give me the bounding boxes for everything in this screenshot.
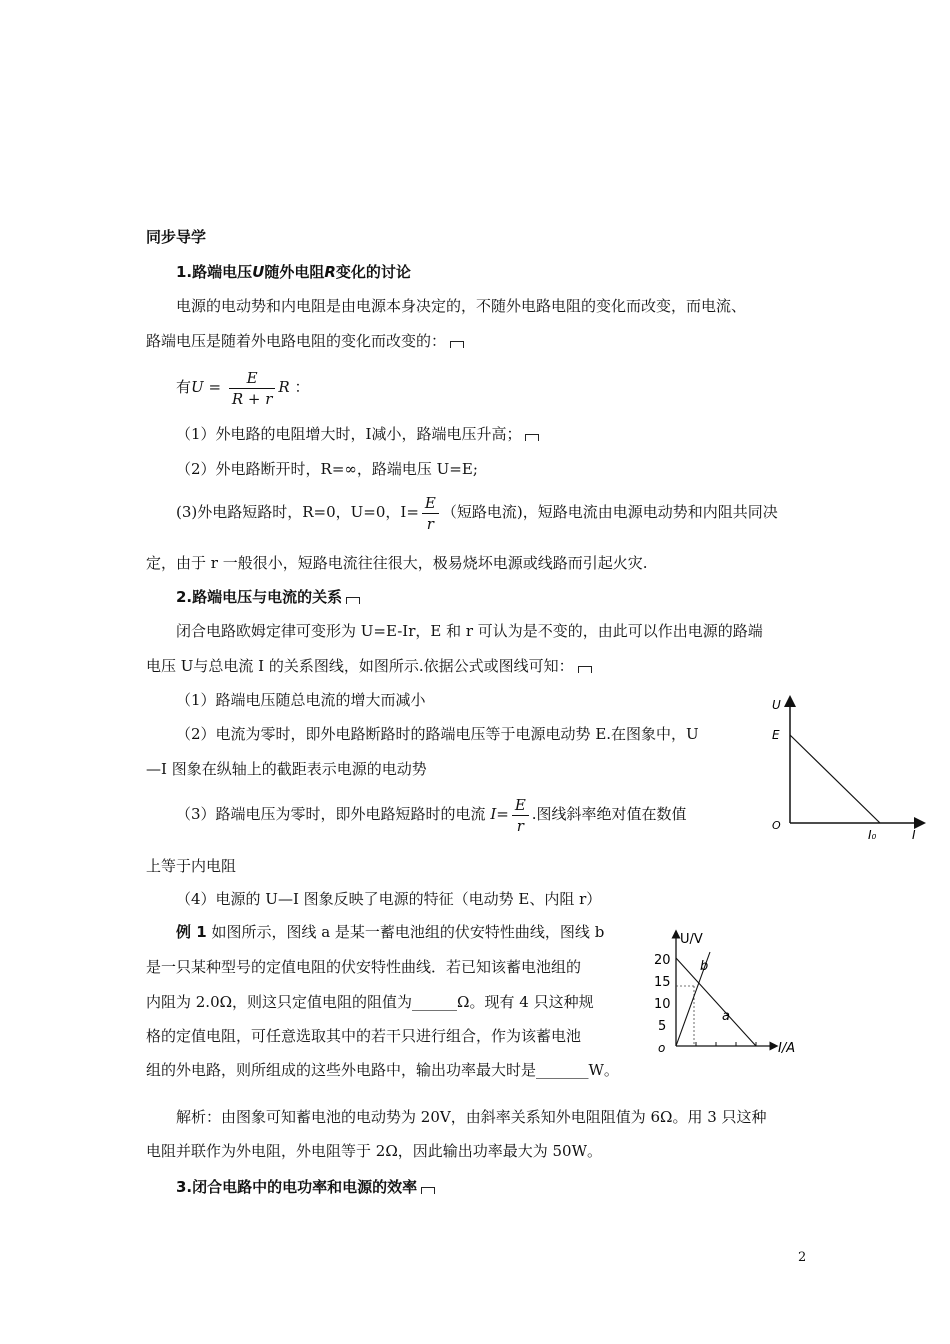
example-line: 组的外电路，则所组成的这些外电路中，输出功率最大时是_______W。 bbox=[146, 1061, 619, 1079]
edit-mark-icon bbox=[525, 434, 539, 441]
tick-label: 5 bbox=[658, 1019, 667, 1034]
edit-mark-icon bbox=[578, 666, 592, 673]
solution-line: 电阻并联作为外电阻，外电阻等于 2Ω，因此输出功率最大为 50W。 bbox=[146, 1142, 603, 1160]
list-item: （2）电流为零时，即外电路断路时的路端电压等于电源电动势 E.在图象中，U bbox=[176, 725, 699, 743]
y-axis-label: U/V bbox=[680, 932, 703, 947]
edit-mark-icon bbox=[346, 597, 360, 604]
example-line: 格的定值电阻，可任意选取其中的若干只进行组合，作为该蓄电池 bbox=[146, 1027, 582, 1045]
battery-iv-graph bbox=[650, 928, 810, 1056]
section-3-title: 3.闭合电路中的电功率和电源的效率 bbox=[176, 1177, 435, 1197]
example-line: 是一只某种型号的定值电阻的伏安特性曲线．若已知该蓄电池组的 bbox=[146, 958, 582, 976]
line-a-label: a bbox=[722, 1009, 730, 1024]
graph-line bbox=[790, 735, 880, 823]
ui-graph-diagram bbox=[768, 695, 928, 845]
i0-label: I₀ bbox=[868, 828, 877, 842]
formula-terminal-voltage: 有U = $\frac{E}{R + r}$ R ： bbox=[176, 368, 310, 408]
origin-label: O bbox=[772, 819, 781, 832]
edit-mark-icon bbox=[450, 341, 464, 348]
paragraph-line: 电压 U与总电流 I 的关系图线，如图所示.依据公式或图线可知： bbox=[146, 656, 592, 676]
origin-label: o bbox=[658, 1041, 666, 1055]
example-line: 例 1 如图所示，图线 a 是某一蓄电池组的伏安特性曲线，图线 b bbox=[176, 923, 605, 941]
tick-label: 20 bbox=[654, 953, 671, 968]
page-number: 2 bbox=[798, 1250, 807, 1265]
paragraph-line: 路端电压是随着外电路电阻的变化而改变的： bbox=[146, 331, 464, 351]
section-heading: 同步导学 bbox=[146, 228, 207, 246]
list-item-continued: 上等于内电阻 bbox=[146, 857, 237, 875]
list-item: （3）路端电压为零时，即外电路短路时的电流 I= $\frac{E}{r}$ .图线斜率绝对值在数值 bbox=[176, 795, 687, 835]
x-axis-label: I bbox=[912, 828, 916, 842]
line-a bbox=[676, 958, 756, 1046]
list-item: (3)外电路短路时，R=0，U=0，I= $\frac{E}{r}$ （短路电流)，短路电流由电源电动势和内阻共同决 bbox=[176, 493, 778, 533]
section-2-title: 2.路端电压与电流的关系 bbox=[176, 587, 360, 607]
solution-line: 解析：由图象可知蓄电池的电动势为 20V，由斜率关系知外电阻阻值为 6Ω。用 3 只这种 bbox=[176, 1108, 767, 1126]
e-label: E bbox=[772, 728, 780, 742]
list-item-continued: —I 图象在纵轴上的截距表示电源的电动势 bbox=[146, 760, 427, 778]
list-item: （1）外电路的电阻增大时，I减小，路端电压升高； bbox=[176, 424, 539, 444]
tick-label: 15 bbox=[654, 975, 671, 990]
list-item-continued: 定，由于 r 一般很小，短路电流往往很大，极易烧坏电源或线路而引起火灾. bbox=[146, 554, 648, 572]
y-axis-label: U bbox=[772, 698, 781, 712]
example-line: 内阻为 2.0Ω，则这只定值电阻的阻值为______Ω。现有 4 只这种规 bbox=[146, 993, 594, 1011]
list-item: （1）路端电压随总电流的增大而减小 bbox=[176, 691, 426, 709]
edit-mark-icon bbox=[421, 1187, 435, 1194]
section-1-title: 1.路端电压U随外电阻R变化的讨论 bbox=[176, 263, 411, 281]
tick-label: 10 bbox=[654, 997, 671, 1012]
paragraph-line: 闭合电路欧姆定律可变形为 U=E-Ir，E 和 r 可认为是不变的，由此可以作出电源的路端 bbox=[176, 622, 763, 640]
x-axis-label: I/A bbox=[778, 1041, 796, 1056]
list-item: （4）电源的 U—I 图象反映了电源的特征（电动势 E、内阻 r） bbox=[176, 890, 602, 908]
paragraph-line: 电源的电动势和内电阻是由电源本身决定的，不随外电路电阻的变化而改变，而电流、 bbox=[176, 297, 747, 315]
line-b-label: b bbox=[700, 959, 709, 974]
list-item: （2）外电路断开时，R=∞，路端电压 U=E; bbox=[176, 460, 478, 478]
